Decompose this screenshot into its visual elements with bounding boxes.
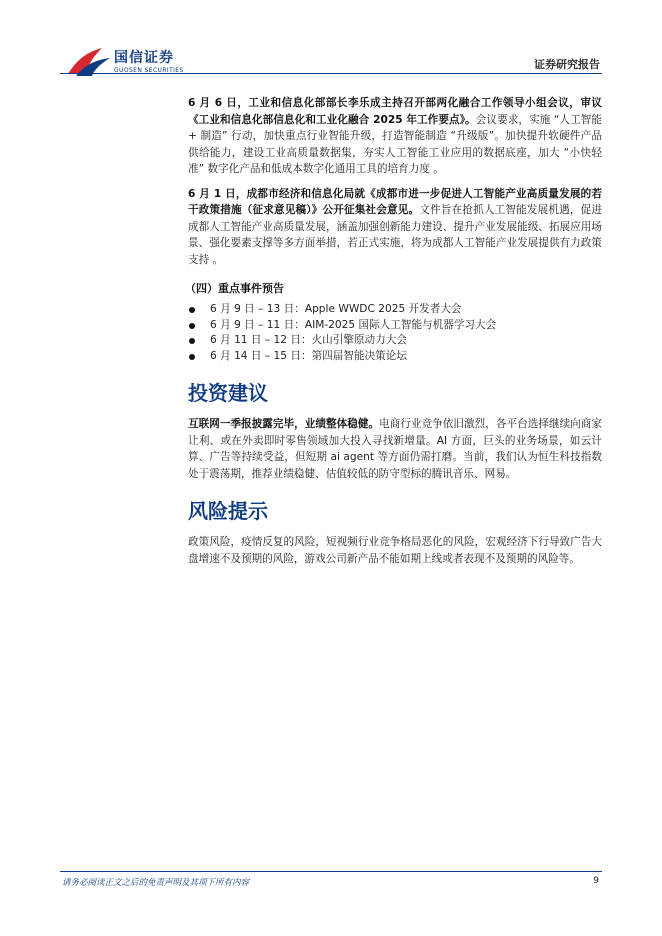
invest-body: 电商行业竞争依旧激烈，各平台选择继续向商家让利、或在外卖即时零售领域加大投入寻找新增量。AI 方面，巨头的业务场景，如云计算、广告等持续受益，但短期 ai agent 等方面仍需打磨。当前，我们认为恒生科技指数处于震荡期，推荐业绩稳健、估值较低的防守型标的腾讯音乐、网易。 xyxy=(188,418,603,480)
list-item xyxy=(188,302,602,318)
disclaimer-note: 请务必阅读正文之后的免责声明及其项下所有内容 xyxy=(62,878,250,888)
event-text: 6 月 14 日 – 15 日：第四届智能决策论坛 xyxy=(210,349,407,362)
event-text: 6 月 11 日 – 12 日：火山引擎原动力大会 xyxy=(210,334,407,347)
news-lead-2: 6 月 1 日，成都市经济和信息化局就《成都市进一步促进人工智能产业高质量发展的若干政策措施（征求意见稿）》公开征集社会意见。 xyxy=(188,187,602,216)
footer-divider xyxy=(60,871,602,872)
list-item xyxy=(188,349,602,365)
risk-paragraph: 政策风险，疫情反复的风险，短视频行业竞争格局恶化的风险，宏观经济下行导致广告大盘增速不及预期的风险，游戏公司新产品不能如期上线或者表现不及预期的风险等。 xyxy=(188,536,602,565)
invest-lead: 互联网一季报披露完毕，业绩整体稳健。 xyxy=(188,418,380,431)
bullet-icon xyxy=(189,354,195,360)
list-item xyxy=(188,333,602,349)
risk-section-title: 风险提示 xyxy=(188,499,268,524)
bullet-icon xyxy=(189,323,195,329)
invest-paragraph xyxy=(188,416,602,482)
news-body-1: 会议要求，实施 “人工智能 + 制造” 行动，加快重点行业智能升级，打造智能制造 “升级版”。加快提升软硬件产品供给能力，建设工业高质量数据集，夯实人工智能工业应用的数据底座，加大 “小快轻准” 数字化产品和低成本数字化通用工具的培育力度 。 xyxy=(188,113,603,175)
events-heading: （四）重点事件预告 xyxy=(185,282,284,295)
report-type-label: 证券研究报告 xyxy=(534,58,600,71)
news-body-2: 文件旨在抢抓人工智能发展机遇，促进成都人工智能产业高质量发展，涵盖加强创新能力建设、提升产业发展能级、拓展应用场景、强化要素支撑等多方面举措，若正式实施，将为成都人工智能产业发展提供有力政策支持 。 xyxy=(188,204,603,266)
bullet-icon xyxy=(189,307,195,313)
header-divider xyxy=(60,73,602,74)
event-text: 6 月 9 日 – 11 日：AIM-2025 国际人工智能与机器学习大会 xyxy=(210,318,497,331)
bullet-icon xyxy=(189,338,195,344)
news-paragraph-1 xyxy=(188,95,602,178)
invest-section-title: 投资建议 xyxy=(188,381,268,406)
page-number: 9 xyxy=(593,876,599,886)
list-item xyxy=(188,318,602,334)
page-header xyxy=(0,0,662,78)
news-lead-1: 6 月 6 日，工业和信息化部部长李乐成主持召开部两化融合工作领导小组会议，审议《工业和信息化部信息化和工业化融合 2025 年工作要点》。 xyxy=(188,97,602,126)
logo-en-text: GUOSEN SECURITIES xyxy=(114,67,184,74)
news-paragraph-2 xyxy=(188,186,602,269)
logo-cn-text: 国信证券 xyxy=(114,50,174,66)
events-list xyxy=(188,302,602,364)
event-text: 6 月 9 日 – 13 日：Apple WWDC 2025 开发者大会 xyxy=(210,303,462,315)
main-content xyxy=(185,95,603,567)
